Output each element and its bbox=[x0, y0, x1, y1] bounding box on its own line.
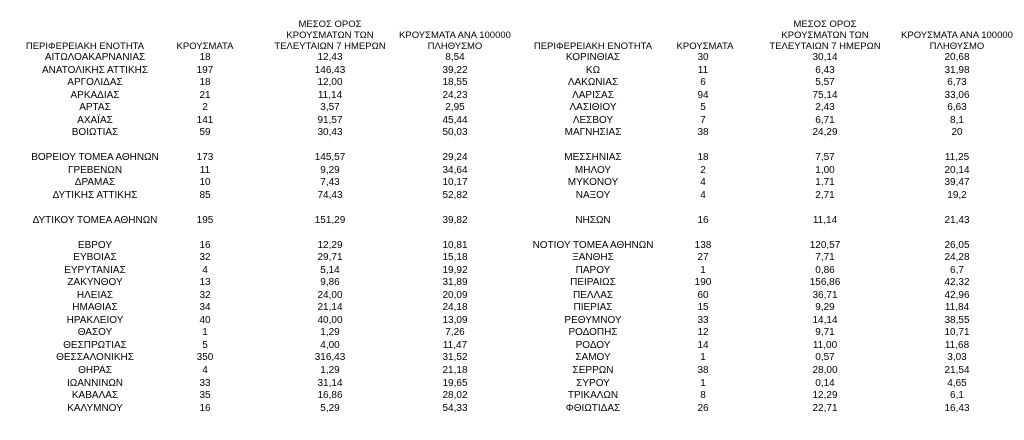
cell-per100k-right: 8,1 bbox=[950, 114, 964, 126]
cell-avg-left: 316,43 bbox=[314, 352, 346, 364]
table-row bbox=[0, 115, 1024, 128]
cell-cases-right: 18 bbox=[697, 152, 709, 164]
cell-per100k-right: 4,65 bbox=[947, 377, 967, 389]
cell-region-right: ΣΑΜΟΥ bbox=[575, 352, 611, 364]
cell-region-left: ΘΑΣΟΥ bbox=[77, 327, 113, 339]
cell-per100k-right: 21,54 bbox=[944, 365, 970, 376]
cell-cases-left: 34 bbox=[199, 302, 211, 314]
cell-cases-left: 32 bbox=[199, 252, 211, 264]
cell-per100k-left: 31,89 bbox=[442, 277, 468, 289]
cell-cases-right: 11 bbox=[697, 64, 709, 76]
cell-per100k-left: 19,92 bbox=[442, 264, 468, 276]
cell-per100k-right: 21,43 bbox=[944, 214, 970, 226]
cell-region-right: ΛΑΚΩΝΙΑΣ bbox=[567, 77, 619, 89]
table-row bbox=[0, 365, 1024, 378]
cell-cases-left: 2 bbox=[202, 102, 208, 114]
cell-avg-right: 9,71 bbox=[815, 327, 835, 339]
cell-avg-left: 9,86 bbox=[320, 277, 340, 289]
cell-region-right: ΚΟΡΙΝΘΙΑΣ bbox=[565, 52, 621, 63]
cell-per100k-right: 20,14 bbox=[944, 164, 970, 176]
cell-per100k-left: 24,23 bbox=[442, 89, 468, 101]
cell-region-right: ΝΟΤΙΟΥ ΤΟΜΕΑ ΑΘΗΝΩΝ bbox=[532, 239, 654, 251]
cell-cases-left: 197 bbox=[196, 64, 214, 76]
cell-cases-right: 138 bbox=[694, 239, 712, 251]
cell-cases-left: 85 bbox=[199, 189, 211, 201]
cell-region-right: ΜΕΣΣΗΝΙΑΣ bbox=[564, 152, 622, 164]
cell-per100k-left: 54,33 bbox=[442, 402, 468, 414]
cell-region-right: ΝΗΣΩΝ bbox=[575, 214, 611, 226]
header-region-right: ΠΕΡΙΦΕΡΕΙΑΚΗ ΕΝΟΤΗΤΑ bbox=[533, 41, 653, 52]
table-row bbox=[0, 127, 1024, 140]
cell-per100k-right: 39,47 bbox=[944, 177, 970, 189]
table-row bbox=[0, 302, 1024, 315]
table-row bbox=[0, 152, 1024, 165]
cell-region-right: ΣΥΡΟΥ bbox=[576, 377, 610, 389]
cell-cases-left: 5 bbox=[202, 339, 208, 351]
header-cases-left: ΚΡΟΥΣΜΑΤΑ bbox=[176, 41, 234, 52]
cell-per100k-right: 6,63 bbox=[947, 102, 967, 114]
cell-region-left: ΕΒΡΟΥ bbox=[77, 239, 113, 251]
cell-region-right: ΦΘΙΩΤΙΔΑΣ bbox=[565, 402, 621, 414]
table-row bbox=[0, 177, 1024, 190]
cell-avg-right: 30,14 bbox=[812, 52, 838, 63]
cell-cases-left: 4 bbox=[202, 365, 208, 376]
cell-avg-right: 1,00 bbox=[815, 164, 835, 176]
cell-region-right: ΚΩ bbox=[585, 64, 601, 76]
cell-cases-right: 4 bbox=[700, 189, 706, 201]
cell-avg-right: 75,14 bbox=[812, 89, 838, 101]
header-avg-left: ΜΕΣΟΣ ΟΡΟΣ ΚΡΟΥΣΜΑΤΩΝ ΤΩΝ ΤΕΛΕΥΤΑΙΩΝ 7 ΗΜΕΡΩΝ bbox=[274, 19, 386, 52]
cell-per100k-left: 18,55 bbox=[442, 77, 468, 89]
cell-region-right: ΛΑΣΙΘΙΟΥ bbox=[569, 102, 617, 114]
cell-avg-right: 156,86 bbox=[809, 277, 841, 289]
cell-per100k-left: 10,17 bbox=[442, 177, 468, 189]
cell-cases-right: 1 bbox=[700, 352, 706, 364]
cell-region-right: ΠΑΡΟΥ bbox=[575, 264, 611, 276]
cell-cases-right: 7 bbox=[700, 114, 706, 126]
cell-per100k-left: 20,09 bbox=[442, 289, 468, 301]
table-row bbox=[0, 140, 1024, 153]
cell-per100k-right: 10,71 bbox=[944, 327, 970, 339]
cell-per100k-left: 31,52 bbox=[442, 352, 468, 364]
cell-cases-right: 8 bbox=[700, 390, 706, 402]
cell-avg-right: 22,71 bbox=[812, 402, 838, 414]
table-row bbox=[0, 252, 1024, 265]
table-row bbox=[0, 315, 1024, 328]
table-row bbox=[0, 102, 1024, 115]
cell-cases-left: 35 bbox=[199, 390, 211, 402]
cell-cases-left: 141 bbox=[196, 114, 214, 126]
cell-per100k-right: 6,7 bbox=[950, 264, 964, 276]
cell-avg-left: 9,29 bbox=[320, 164, 340, 176]
cell-per100k-left: 11,47 bbox=[442, 339, 468, 351]
cell-cases-right: 33 bbox=[697, 314, 709, 326]
table-row bbox=[0, 52, 1024, 65]
cell-cases-right: 190 bbox=[694, 277, 712, 289]
cell-cases-right: 27 bbox=[697, 252, 709, 264]
cell-cases-left: 13 bbox=[199, 277, 211, 289]
cell-region-left: ΚΑΛΥΜΝΟΥ bbox=[67, 402, 123, 414]
cell-cases-right: 1 bbox=[700, 264, 706, 276]
cell-cases-left: 350 bbox=[196, 352, 214, 364]
cell-region-right: ΡΕΘΥΜΝΟΥ bbox=[564, 314, 622, 326]
cell-region-right: ΛΑΡΙΣΑΣ bbox=[572, 89, 614, 101]
cell-per100k-right: 6,73 bbox=[947, 77, 967, 89]
cell-per100k-left: 21,18 bbox=[442, 365, 468, 376]
cell-per100k-right: 20 bbox=[951, 127, 963, 139]
cell-cases-right: 5 bbox=[700, 102, 706, 114]
cell-per100k-left: 10,81 bbox=[442, 239, 468, 251]
cell-per100k-left: 39,82 bbox=[442, 214, 468, 226]
cell-region-left: ΗΡΑΚΛΕΙΟΥ bbox=[66, 314, 124, 326]
cell-cases-left: 18 bbox=[199, 77, 211, 89]
cell-per100k-right: 11,68 bbox=[944, 339, 970, 351]
cell-cases-right: 6 bbox=[700, 77, 706, 89]
cell-per100k-left: 45,44 bbox=[442, 114, 468, 126]
cell-avg-left: 11,14 bbox=[317, 89, 343, 101]
table-row bbox=[0, 215, 1024, 228]
cell-region-right: ΜΑΓΝΗΣΙΑΣ bbox=[564, 127, 622, 139]
cell-avg-right: 6,71 bbox=[815, 114, 835, 126]
cell-per100k-left: 39,22 bbox=[442, 64, 468, 76]
cell-avg-left: 3,57 bbox=[320, 102, 340, 114]
table-row bbox=[0, 227, 1024, 240]
cell-region-right: ΠΙΕΡΙΑΣ bbox=[573, 302, 613, 314]
cell-per100k-right: 3,03 bbox=[947, 352, 967, 364]
cell-region-left: ΑΧΑΪΑΣ bbox=[77, 114, 113, 126]
cell-cases-right: 2 bbox=[700, 164, 706, 176]
cell-region-left: ΙΩΑΝΝΙΝΩΝ bbox=[66, 377, 124, 389]
header-per100k-right: ΚΡΟΥΣΜΑΤΑ ΑΝΑ 100000 ΠΛΗΘΥΣΜΟ bbox=[901, 30, 1013, 52]
cell-per100k-left: 34,64 bbox=[442, 164, 468, 176]
cell-cases-right: 14 bbox=[697, 339, 709, 351]
header-per100k-left: ΚΡΟΥΣΜΑΤΑ ΑΝΑ 100000 ΠΛΗΘΥΣΜΟ bbox=[399, 30, 511, 52]
cell-region-right: ΠΕΛΛΑΣ bbox=[572, 289, 614, 301]
cell-region-left: ΖΑΚΥΝΘΟΥ bbox=[67, 277, 123, 289]
cell-region-right: ΜΗΛΟΥ bbox=[574, 164, 612, 176]
cell-avg-left: 40,00 bbox=[317, 314, 343, 326]
cell-per100k-left: 7,26 bbox=[445, 327, 465, 339]
table-row bbox=[0, 77, 1024, 90]
cell-avg-left: 151,29 bbox=[314, 214, 346, 226]
cell-avg-left: 30,43 bbox=[317, 127, 343, 139]
table-row bbox=[0, 340, 1024, 353]
cell-cases-right: 16 bbox=[697, 214, 709, 226]
cell-cases-left: 195 bbox=[196, 214, 214, 226]
cell-region-right: ΡΟΔΟΥ bbox=[575, 339, 611, 351]
cell-region-left: ΔΥΤΙΚΟΥ ΤΟΜΕΑ ΑΘΗΝΩΝ bbox=[32, 214, 158, 226]
cell-avg-right: 6,43 bbox=[815, 64, 835, 76]
cell-per100k-left: 8,54 bbox=[445, 52, 465, 63]
cell-cases-left: 16 bbox=[199, 402, 211, 414]
header-region-left: ΠΕΡΙΦΕΡΕΙΑΚΗ ΕΝΟΤΗΤΑ bbox=[25, 41, 145, 52]
cell-region-right: ΤΡΙΚΑΛΩΝ bbox=[567, 390, 619, 402]
cell-avg-left: 1,29 bbox=[320, 327, 340, 339]
cell-avg-left: 24,00 bbox=[317, 289, 343, 301]
cell-avg-left: 12,43 bbox=[317, 52, 343, 63]
table-row bbox=[0, 352, 1024, 365]
cell-per100k-right: 6,1 bbox=[950, 390, 964, 402]
cell-avg-right: 14,14 bbox=[812, 314, 838, 326]
cell-region-left: ΗΜΑΘΙΑΣ bbox=[72, 302, 118, 314]
cell-region-left: ΒΟΙΩΤΙΑΣ bbox=[71, 127, 119, 139]
table-row bbox=[0, 277, 1024, 290]
cell-per100k-right: 42,96 bbox=[944, 289, 970, 301]
cell-avg-right: 0,86 bbox=[815, 264, 835, 276]
cell-per100k-left: 19,65 bbox=[442, 377, 468, 389]
cell-per100k-left: 13,09 bbox=[442, 314, 468, 326]
cell-cases-left: 173 bbox=[196, 152, 214, 164]
cell-avg-right: 9,29 bbox=[815, 302, 835, 314]
cell-region-left: ΘΕΣΣΑΛΟΝΙΚΗΣ bbox=[56, 352, 134, 364]
cell-avg-right: 0,57 bbox=[815, 352, 835, 364]
cell-cases-right: 1 bbox=[700, 377, 706, 389]
cell-avg-left: 21,14 bbox=[317, 302, 343, 314]
cell-per100k-left: 29,24 bbox=[442, 152, 468, 164]
cell-avg-right: 28,00 bbox=[812, 365, 838, 376]
cell-cases-left: 21 bbox=[199, 89, 211, 101]
cell-region-left: ΘΗΡΑΣ bbox=[78, 365, 112, 376]
cell-avg-right: 5,57 bbox=[815, 77, 835, 89]
cell-avg-right: 7,57 bbox=[815, 152, 835, 164]
cell-avg-left: 145,57 bbox=[314, 152, 346, 164]
cell-region-right: ΝΑΞΟΥ bbox=[575, 189, 611, 201]
cell-per100k-right: 20,68 bbox=[944, 52, 970, 63]
cell-region-right: ΞΑΝΘΗΣ bbox=[572, 252, 614, 264]
cell-avg-left: 7,43 bbox=[320, 177, 340, 189]
cell-avg-right: 2,71 bbox=[815, 189, 835, 201]
cell-cases-right: 26 bbox=[697, 402, 709, 414]
cell-cases-left: 33 bbox=[199, 377, 211, 389]
cell-avg-left: 12,29 bbox=[317, 239, 343, 251]
cell-cases-right: 4 bbox=[700, 177, 706, 189]
cell-region-left: ΔΡΑΜΑΣ bbox=[74, 177, 116, 189]
cell-region-left: ΕΥΡΥΤΑΝΙΑΣ bbox=[64, 264, 126, 276]
table-row bbox=[0, 390, 1024, 403]
cell-avg-right: 2,43 bbox=[815, 102, 835, 114]
cell-region-right: ΛΕΣΒΟΥ bbox=[572, 114, 614, 126]
cell-region-right: ΣΕΡΡΩΝ bbox=[572, 365, 614, 376]
header-cases-right: ΚΡΟΥΣΜΑΤΑ bbox=[676, 41, 734, 52]
cell-cases-right: 15 bbox=[697, 302, 709, 314]
cell-per100k-right: 33,06 bbox=[944, 89, 970, 101]
cell-region-left: ΑΝΑΤΟΛΙΚΗΣ ΑΤΤΙΚΗΣ bbox=[41, 64, 149, 76]
cell-avg-right: 11,14 bbox=[812, 214, 838, 226]
cell-cases-right: 12 bbox=[697, 327, 709, 339]
cell-avg-left: 5,14 bbox=[320, 264, 340, 276]
cell-cases-right: 30 bbox=[697, 52, 709, 63]
table-row bbox=[0, 202, 1024, 215]
cell-region-left: ΔΥΤΙΚΗΣ ΑΤΤΙΚΗΣ bbox=[52, 189, 138, 201]
cell-per100k-left: 24,18 bbox=[442, 302, 468, 314]
cell-avg-right: 11,00 bbox=[812, 339, 838, 351]
cell-cases-left: 32 bbox=[199, 289, 211, 301]
cell-per100k-left: 50,03 bbox=[442, 127, 468, 139]
cell-region-left: ΒΟΡΕΙΟΥ ΤΟΜΕΑ ΑΘΗΝΩΝ bbox=[31, 152, 159, 164]
table-row bbox=[0, 265, 1024, 278]
cell-per100k-left: 28,02 bbox=[442, 390, 468, 402]
table-row bbox=[0, 90, 1024, 103]
cell-per100k-left: 2,95 bbox=[445, 102, 465, 114]
table-row bbox=[0, 190, 1024, 203]
cell-cases-right: 38 bbox=[697, 365, 709, 376]
cell-region-right: ΜΥΚΟΝΟΥ bbox=[567, 177, 619, 189]
cell-region-right: ΠΕΙΡΑΙΩΣ bbox=[570, 277, 616, 289]
cell-region-right: ΡΟΔΟΠΗΣ bbox=[568, 327, 618, 339]
cell-per100k-left: 15,18 bbox=[442, 252, 468, 264]
table-row bbox=[0, 240, 1024, 253]
cell-per100k-right: 16,43 bbox=[944, 402, 970, 414]
cell-cases-right: 94 bbox=[697, 89, 709, 101]
table-row bbox=[0, 403, 1024, 416]
cell-region-left: ΑΡΤΑΣ bbox=[79, 102, 111, 114]
cell-avg-right: 24,29 bbox=[812, 127, 838, 139]
cell-cases-left: 40 bbox=[199, 314, 211, 326]
cell-cases-left: 59 bbox=[199, 127, 211, 139]
cell-region-left: ΑΡΓΟΛΙΔΑΣ bbox=[67, 77, 123, 89]
cell-cases-left: 16 bbox=[199, 239, 211, 251]
cell-avg-right: 0,14 bbox=[815, 377, 835, 389]
cell-avg-right: 12,29 bbox=[812, 390, 838, 402]
cell-cases-left: 1 bbox=[202, 327, 208, 339]
cell-per100k-right: 19,2 bbox=[947, 189, 967, 201]
cell-per100k-right: 31,98 bbox=[944, 64, 970, 76]
cell-avg-right: 120,57 bbox=[809, 239, 841, 251]
cell-region-left: ΚΑΒΑΛΑΣ bbox=[71, 390, 119, 402]
cell-region-left: ΓΡΕΒΕΝΩΝ bbox=[67, 164, 123, 176]
table-row bbox=[0, 290, 1024, 303]
cell-avg-left: 1,29 bbox=[320, 365, 340, 376]
cell-region-left: ΑΙΤΩΛΟΑΚΑΡΝΑΝΙΑΣ bbox=[44, 52, 146, 63]
cell-avg-left: 146,43 bbox=[314, 64, 346, 76]
cell-avg-left: 12,00 bbox=[317, 77, 343, 89]
cell-avg-left: 74,43 bbox=[317, 189, 343, 201]
cell-per100k-right: 24,28 bbox=[944, 252, 970, 264]
cell-avg-right: 7,71 bbox=[815, 252, 835, 264]
cell-region-left: ΗΛΕΙΑΣ bbox=[76, 289, 114, 301]
cell-avg-left: 5,29 bbox=[320, 402, 340, 414]
cell-avg-left: 16,86 bbox=[317, 390, 343, 402]
cell-cases-left: 11 bbox=[199, 164, 211, 176]
cell-cases-left: 4 bbox=[202, 264, 208, 276]
cell-cases-right: 60 bbox=[697, 289, 709, 301]
table-row bbox=[0, 378, 1024, 391]
cell-avg-right: 1,71 bbox=[815, 177, 835, 189]
cell-avg-left: 91,57 bbox=[317, 114, 343, 126]
table-row bbox=[0, 327, 1024, 340]
cell-per100k-right: 38,55 bbox=[944, 314, 970, 326]
cell-cases-left: 10 bbox=[199, 177, 211, 189]
table-row bbox=[0, 65, 1024, 78]
cell-per100k-left: 52,82 bbox=[442, 189, 468, 201]
cell-per100k-right: 11,25 bbox=[944, 152, 970, 164]
table-row bbox=[0, 165, 1024, 178]
cell-avg-right: 36,71 bbox=[812, 289, 838, 301]
cell-region-left: ΘΕΣΠΡΩΤΙΑΣ bbox=[63, 339, 127, 351]
cell-cases-right: 38 bbox=[697, 127, 709, 139]
cell-region-left: ΕΥΒΟΙΑΣ bbox=[73, 252, 117, 264]
cell-region-left: ΑΡΚΑΔΙΑΣ bbox=[70, 89, 120, 101]
cell-avg-left: 29,71 bbox=[317, 252, 343, 264]
cell-per100k-right: 26,05 bbox=[944, 239, 970, 251]
cell-per100k-right: 11,84 bbox=[944, 302, 970, 314]
cell-per100k-right: 42,32 bbox=[944, 277, 970, 289]
header-avg-right: ΜΕΣΟΣ ΟΡΟΣ ΚΡΟΥΣΜΑΤΩΝ ΤΩΝ ΤΕΛΕΥΤΑΙΩΝ 7 ΗΜΕΡΩΝ bbox=[769, 19, 881, 52]
cell-avg-left: 31,14 bbox=[317, 377, 343, 389]
cell-avg-left: 4,00 bbox=[320, 339, 340, 351]
cell-cases-left: 18 bbox=[199, 52, 211, 63]
